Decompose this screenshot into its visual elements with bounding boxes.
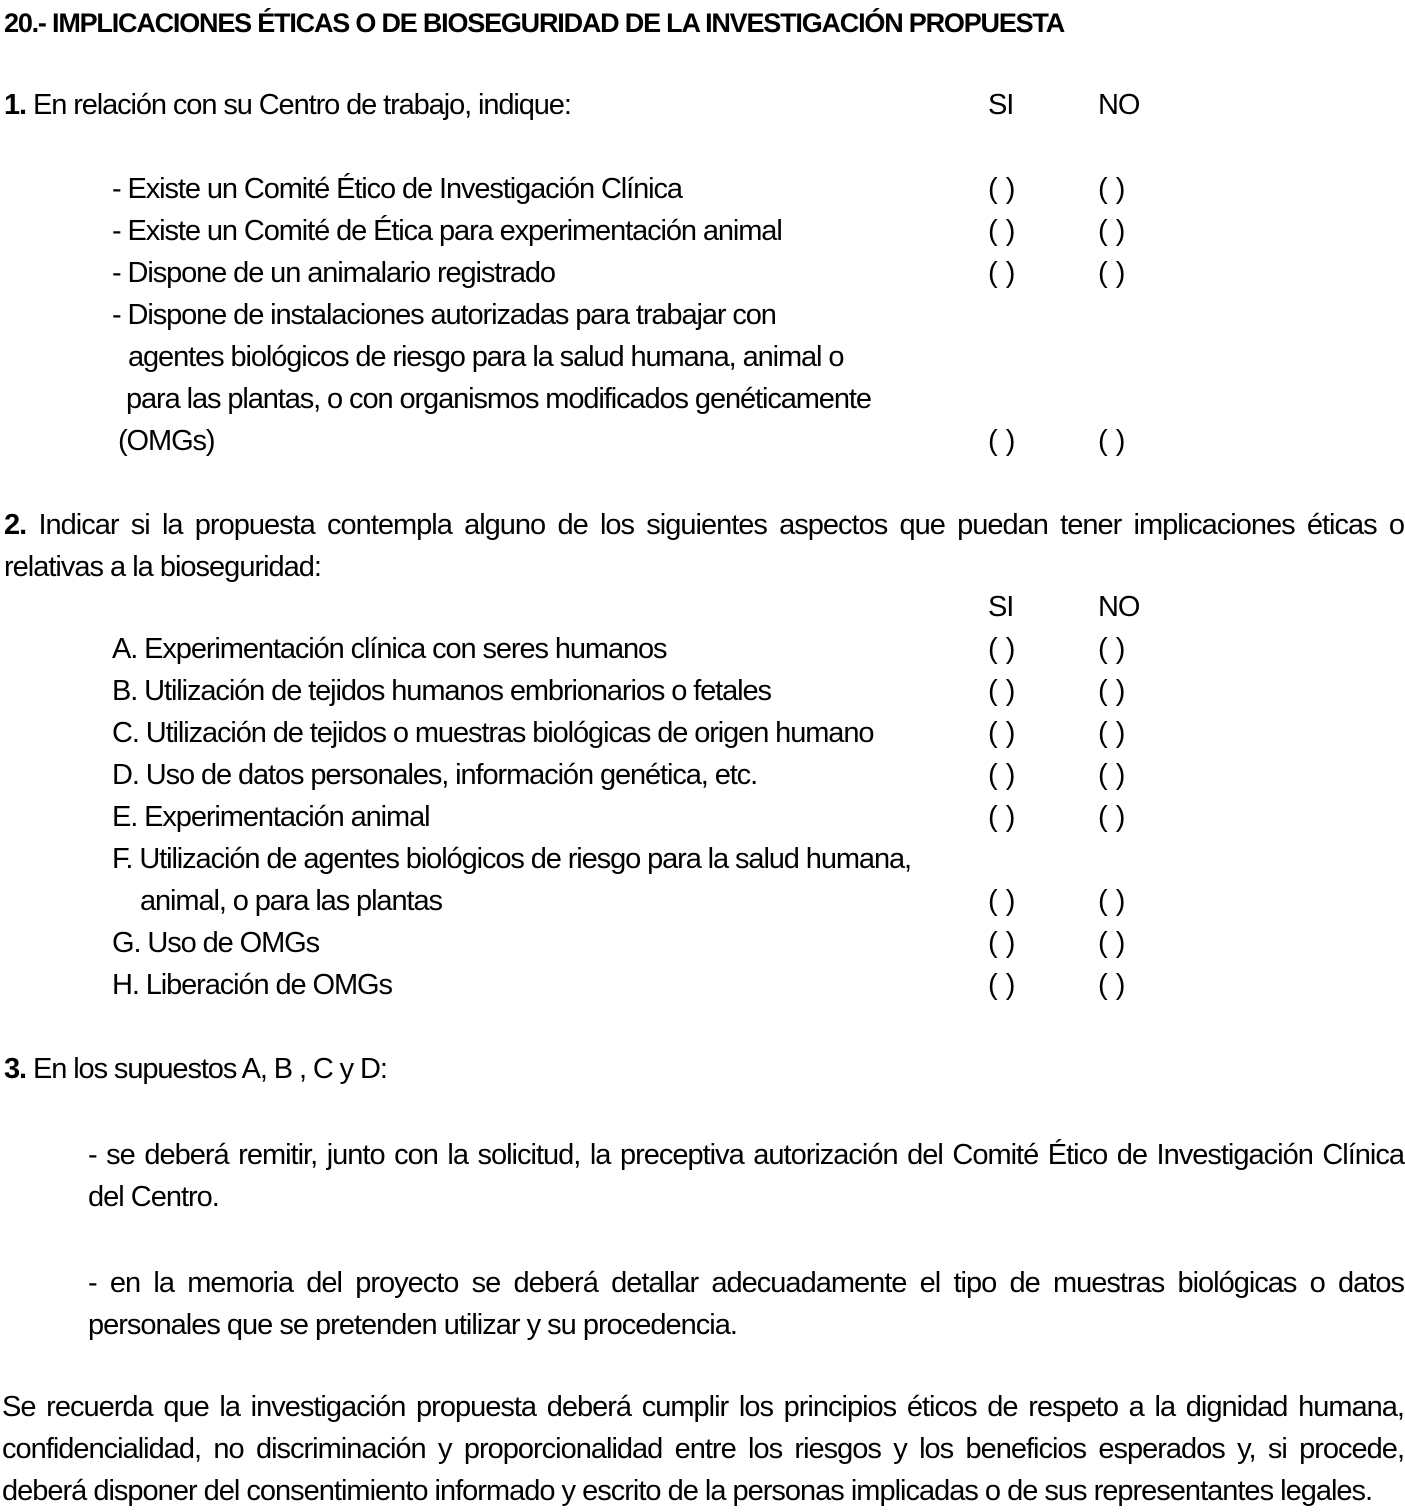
q1-item-1-si-checkbox[interactable]: ( ) (988, 173, 1016, 205)
q2-item-g-si-checkbox[interactable]: ( ) (988, 927, 1016, 959)
q2-item-c-no-checkbox[interactable]: ( ) (1098, 717, 1126, 749)
q2-item-e-si-checkbox[interactable]: ( ) (988, 801, 1016, 833)
q2-header-no: NO (1098, 591, 1140, 623)
q1-item-1: - Existe un Comité Ético de Investigación Clínica (112, 173, 682, 205)
q2-item-f-no-checkbox[interactable]: ( ) (1098, 885, 1126, 917)
question-1-number: 1. (4, 89, 26, 121)
q1-item-4-si-checkbox[interactable]: ( ) (988, 425, 1016, 457)
q2-item-c: C. Utilización de tejidos o muestras biológicas de origen humano (112, 717, 874, 749)
question-2 (4, 504, 1404, 588)
q2-item-d: D. Uso de datos personales, información genética, etc. (112, 759, 758, 791)
q1-item-4-line-4: (OMGs) (118, 425, 215, 457)
q2-item-f-line-1: F. Utilización de agentes biológicos de riesgo para la salud humana, (112, 843, 911, 875)
q1-item-3-si-checkbox[interactable]: ( ) (988, 257, 1016, 289)
section-title: 20.- IMPLICACIONES ÉTICAS O DE BIOSEGURIDAD DE LA INVESTIGACIÓN PROPUESTA (4, 8, 1065, 38)
question-1-text: En relación con su Centro de trabajo, indique: (32, 89, 571, 121)
q1-item-2: - Existe un Comité de Ética para experimentación animal (112, 215, 782, 247)
q2-item-h-si-checkbox[interactable]: ( ) (988, 969, 1016, 1001)
q2-header-si: SI (988, 591, 1014, 623)
q3-bullet-1: - se deberá remitir, junto con la solicitud, la preceptiva autorización del Comité Ético de Investigación Clínica del Centro. (88, 1139, 1404, 1213)
q1-item-4-line-2: agentes biológicos de riesgo para la salud humana, animal o (128, 341, 844, 373)
q2-item-g: G. Uso de OMGs (112, 927, 319, 959)
q1-item-4-no-checkbox[interactable]: ( ) (1098, 425, 1126, 457)
q2-item-b-si-checkbox[interactable]: ( ) (988, 675, 1016, 707)
q2-item-a-si-checkbox[interactable]: ( ) (988, 633, 1016, 665)
q1-item-3: - Dispone de un animalario registrado (112, 257, 555, 289)
q2-item-g-no-checkbox[interactable]: ( ) (1098, 927, 1126, 959)
q2-item-f-line-2: animal, o para las plantas (140, 885, 442, 917)
question-3 (4, 1052, 387, 1086)
q2-item-a: A. Experimentación clínica con seres humanos (112, 633, 667, 665)
q2-item-d-no-checkbox[interactable]: ( ) (1098, 759, 1126, 791)
q1-item-3-no-checkbox[interactable]: ( ) (1098, 257, 1126, 289)
question-2-text: Indicar si la propuesta contempla alguno de los siguientes aspectos que puedan tener implicaciones éticas o relativas a la bioseguridad: (4, 509, 1404, 583)
question-3-number: 3. (4, 1053, 26, 1085)
q1-header-no: NO (1098, 89, 1140, 121)
q2-item-b-no-checkbox[interactable]: ( ) (1098, 675, 1126, 707)
question-2-number: 2. (4, 509, 27, 541)
q2-item-e-no-checkbox[interactable]: ( ) (1098, 801, 1126, 833)
q2-item-h-no-checkbox[interactable]: ( ) (1098, 969, 1126, 1001)
q2-item-f-si-checkbox[interactable]: ( ) (988, 885, 1016, 917)
q1-item-1-no-checkbox[interactable]: ( ) (1098, 173, 1126, 205)
question-3-text: En los supuestos A, B , C y D: (32, 1053, 387, 1085)
q2-item-h: H. Liberación de OMGs (112, 969, 392, 1001)
q1-item-4-line-1: - Dispone de instalaciones autorizadas para trabajar con (112, 299, 776, 331)
q2-item-c-si-checkbox[interactable]: ( ) (988, 717, 1016, 749)
q1-item-4-line-3: para las plantas, o con organismos modificados genéticamente (126, 383, 871, 415)
q2-item-d-si-checkbox[interactable]: ( ) (988, 759, 1016, 791)
q1-header-si: SI (988, 89, 1014, 121)
q2-item-b: B. Utilización de tejidos humanos embrionarios o fetales (112, 675, 771, 707)
closing-paragraph: Se recuerda que la investigación propuesta deberá cumplir los principios éticos de respeto a la dignidad humana, confidencialidad, no discriminación y proporcionalidad entre los riesgos y los beneficios esperados y, si procede, deberá disponer del consentimiento informado y escrito de la personas implicadas o de sus representantes legales. (2, 1391, 1404, 1507)
question-1 (4, 88, 571, 122)
q1-item-2-si-checkbox[interactable]: ( ) (988, 215, 1016, 247)
q1-item-2-no-checkbox[interactable]: ( ) (1098, 215, 1126, 247)
q2-item-e: E. Experimentación animal (112, 801, 430, 833)
q2-item-a-no-checkbox[interactable]: ( ) (1098, 633, 1126, 665)
q3-bullet-2: - en la memoria del proyecto se deberá detallar adecuadamente el tipo de muestras biológicas o datos personales que se pretenden utilizar y su procedencia. (88, 1267, 1404, 1341)
